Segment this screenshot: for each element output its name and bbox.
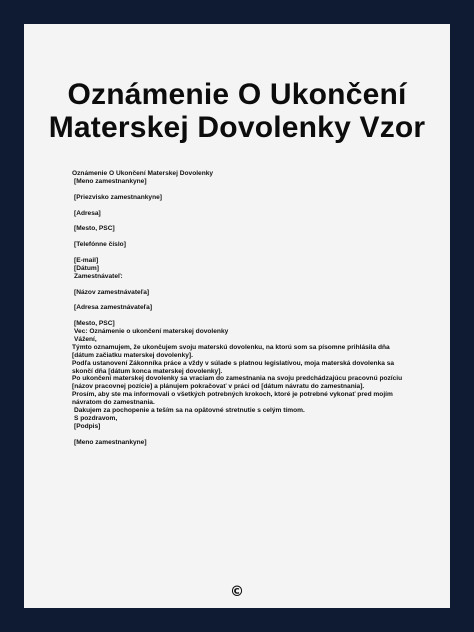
paragraph-1-line-2: [dátum začiatku materskej dovolenky]. bbox=[72, 351, 193, 359]
thanks-line: Ďakujem za pochopenie a teším sa na opätovné stretnutie s celým tímom. bbox=[74, 407, 305, 415]
signature: [Podpis] bbox=[74, 422, 101, 430]
salutation: Vážení, bbox=[74, 335, 97, 343]
subject-line: Vec: Oznámenie o ukončení materskej dovolenky bbox=[74, 328, 229, 335]
document-page bbox=[24, 24, 450, 608]
title-line-1: Oznámenie O Ukončení bbox=[67, 78, 407, 111]
email: [E-mail] bbox=[74, 256, 99, 264]
paragraph-2-line-1: Podľa ustanovení Zákonníka práce a vždy v súlade s platnou legislatívou, moja materská dovolenka sa bbox=[72, 359, 395, 367]
signer-name: [Meno zamestnankyne] bbox=[74, 438, 147, 446]
employer-address: [Adresa zamestnávateľa] bbox=[74, 304, 153, 312]
paragraph-4-line-1: Prosím, aby ste ma informovali o všetkých potrebných krokoch, ktoré je potrebné vykonať pred mojím bbox=[72, 391, 393, 399]
phone: [Telefónne číslo] bbox=[74, 241, 126, 249]
paragraph-4-line-2: návratom do zamestnania. bbox=[72, 399, 155, 407]
copyright-icon: © bbox=[230, 584, 244, 600]
letter-heading: Oznámenie O Ukončení Materskej Dovolenky bbox=[72, 170, 214, 177]
address: [Adresa] bbox=[74, 209, 101, 217]
letter-body bbox=[72, 170, 402, 447]
date: [Dátum] bbox=[74, 264, 99, 272]
employee-surname: [Priezvisko zamestnankyne] bbox=[74, 193, 162, 201]
paragraph-2-line-2: skončí dňa [dátum konca materskej dovolenky]. bbox=[72, 367, 223, 375]
paragraph-3-line-1: Po ukončení materskej dovolenky sa vraciam do zamestnania na svoju predchádzajúcu pracovnú pozíciu bbox=[72, 375, 402, 383]
employer-label: Zamestnávateľ: bbox=[74, 272, 123, 280]
paragraph-1-line-1: Týmto oznamujem, že ukončujem svoju materskú dovolenku, na ktorú som sa písomne prihlásila dňa bbox=[72, 343, 390, 351]
city-zip: [Mesto, PSČ] bbox=[74, 225, 115, 233]
title-line-2: Materskej Dovolenky Vzor bbox=[48, 111, 426, 144]
employer-city-zip: [Mesto, PSČ] bbox=[74, 320, 115, 328]
closing: S pozdravom, bbox=[74, 414, 118, 422]
employee-name: [Meno zamestnankyne] bbox=[74, 177, 147, 185]
employer-name: [Názov zamestnávateľa] bbox=[74, 288, 150, 296]
paragraph-3-line-2: [názov pracovnej pozície] a plánujem pokračovať v práci od [dátum návratu do zamestnania]. bbox=[72, 383, 365, 391]
document-title bbox=[24, 78, 450, 144]
